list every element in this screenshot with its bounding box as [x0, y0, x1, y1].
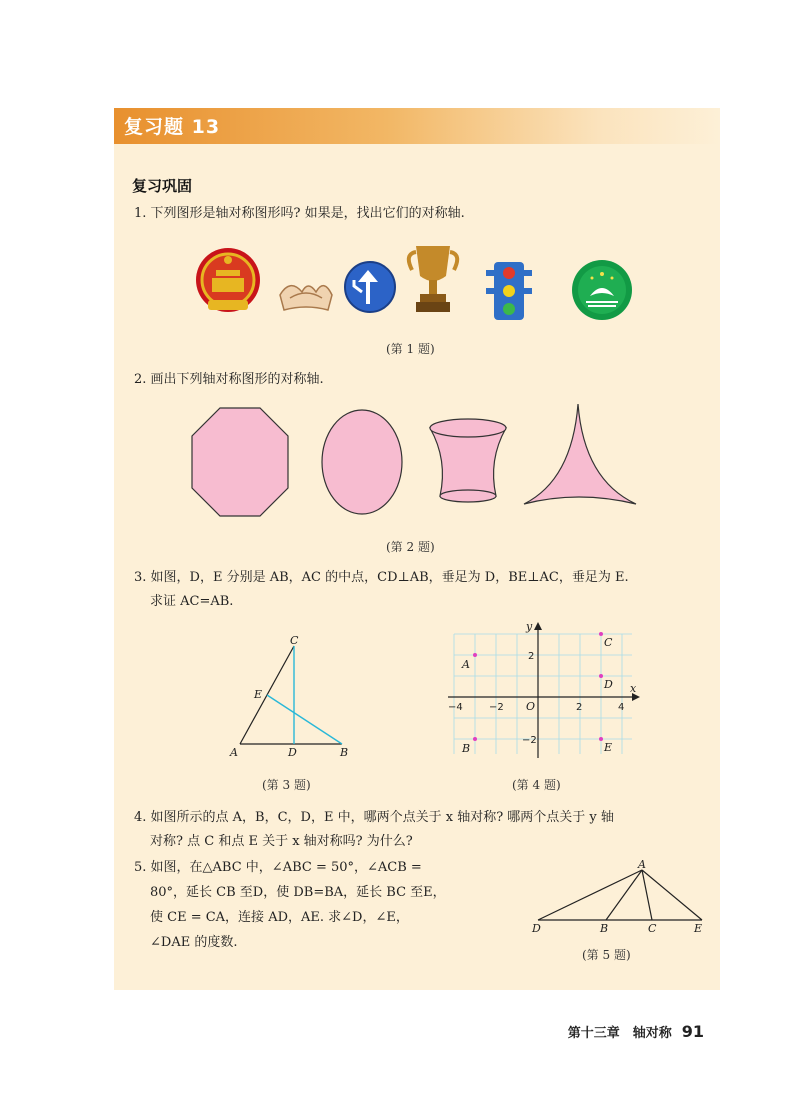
- traffic-light-icon: [486, 262, 532, 320]
- fig5-label-d: D: [532, 922, 541, 935]
- ornament-icon: [280, 286, 332, 310]
- q1-caption: (第 1 题): [386, 342, 435, 356]
- fig4-point-a: [473, 653, 477, 657]
- question-1: 1. 下列图形是轴对称图形吗? 如果是，找出它们的对称轴.: [134, 206, 465, 221]
- q2-figures: [190, 400, 650, 530]
- footer-chapter: 第十三章 轴对称: [567, 1026, 672, 1041]
- fig4-point-e: [599, 737, 603, 741]
- q4-figure: [444, 620, 644, 760]
- fig4-point-d: [599, 674, 603, 678]
- question-5-line3: 使 CE = CA，连接 AD，AE. 求∠D，∠E，: [150, 910, 409, 925]
- fig4-axis-x: x: [630, 682, 637, 695]
- fig3-label-d: D: [288, 746, 297, 759]
- question-4-line1: 4. 如图所示的点 A，B，C，D，E 中，哪两个点关于 x 轴对称? 哪两个点关于 y 轴: [134, 810, 614, 825]
- page-footer: [568, 1022, 704, 1041]
- fig4-label-c: C: [604, 636, 613, 649]
- fig4-label-a: A: [462, 658, 470, 671]
- trophy-icon: [409, 246, 457, 312]
- q3-caption: (第 3 题): [262, 778, 311, 792]
- fig4-tick-x2: 2: [576, 702, 583, 713]
- curved-triangle-shape: [524, 404, 636, 504]
- q1-figures: [190, 240, 650, 330]
- macau-emblem-icon: [572, 260, 632, 320]
- page-title: 复习题 13: [124, 116, 221, 138]
- fig5-label-c: C: [648, 922, 657, 935]
- fig3-label-e: E: [254, 688, 263, 701]
- fig4-tick-x4: 4: [618, 702, 625, 713]
- fig4-point-c: [599, 632, 603, 636]
- vase-shape: [430, 419, 506, 502]
- question-5-line2: 80°，延长 CB 至D，使 DB=BA，延长 BC 至E，: [150, 885, 446, 900]
- fig5-label-e: E: [694, 922, 703, 935]
- q5-figure: [530, 858, 710, 938]
- fig4-tick-xm4: −4: [448, 702, 463, 713]
- fig4-tick-xm2: −2: [489, 702, 504, 713]
- fig4-label-e: E: [604, 741, 613, 754]
- q4-caption: (第 4 题): [512, 778, 561, 792]
- q2-caption: (第 2 题): [386, 540, 435, 554]
- fig3-label-a: A: [230, 746, 238, 759]
- q5-caption: (第 5 题): [582, 948, 631, 962]
- q3-figure: [222, 632, 362, 762]
- fig4-point-b: [473, 737, 477, 741]
- fig4-grid: [454, 634, 632, 754]
- question-3-line2: 求证 AC=AB.: [150, 594, 234, 609]
- fig4-origin: O: [526, 700, 536, 713]
- fig4-label-d: D: [604, 678, 613, 691]
- question-5-line1: 5. 如图，在△ABC 中，∠ABC = 50°，∠ACB =: [134, 860, 422, 875]
- fig5-label-a: A: [638, 858, 646, 871]
- ellipse-shape: [322, 410, 402, 514]
- question-4-line2: 对称? 点 C 和点 E 关于 x 轴对称吗? 为什么?: [150, 834, 413, 849]
- fig4-tick-y2: 2: [528, 651, 535, 662]
- direction-sign-icon: [345, 262, 395, 312]
- fig3-label-b: B: [340, 746, 349, 759]
- fig4-tick-ym2: −2: [522, 735, 537, 746]
- question-5-line4: ∠DAE 的度数.: [150, 935, 238, 950]
- octagon-shape: [192, 408, 288, 516]
- section-title: 复习巩固: [132, 177, 193, 195]
- national-emblem-icon: [196, 248, 260, 312]
- fig4-label-b: B: [462, 742, 471, 755]
- question-2: 2. 画出下列轴对称图形的对称轴.: [134, 372, 324, 387]
- fig3-label-c: C: [290, 634, 299, 647]
- page-number: 91: [681, 1022, 704, 1041]
- fig4-axis-y: y: [526, 620, 533, 633]
- question-3-line1: 3. 如图，D，E 分别是 AB，AC 的中点，CD⊥AB，垂足为 D，BE⊥AC，垂足为 E.: [134, 570, 629, 585]
- fig5-label-b: B: [600, 922, 609, 935]
